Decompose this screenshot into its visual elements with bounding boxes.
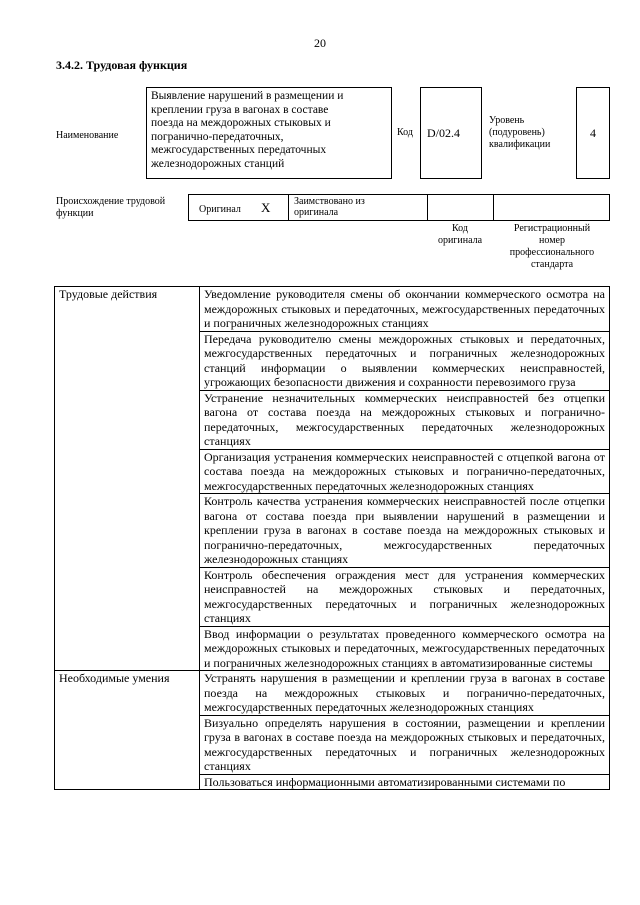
page-number: 20	[314, 36, 326, 50]
level-label-line: (подуровень)	[489, 127, 545, 138]
labor-action-item: Ввод информации о результатах проведенного коммерческого осмотра на междорожных стыковых и передаточных, межгосударственных передаточных и пограничных железнодорожных станциях в автоматизированные системы	[200, 626, 610, 671]
labor-action-item: Контроль обеспечения ограждения мест для устранения коммерческих неисправностей на междорожных стыковых и передаточных, межгосударственных передаточных и пограничных железнодорожных станциях	[200, 567, 610, 626]
level-label-line: квалификации	[489, 139, 551, 150]
origin-label-line: Происхождение трудовой	[56, 196, 166, 207]
labor-action-item: Контроль качества устранения коммерческих неисправностей после отцепки вагона от состава поезда при выявлении нарушений в размещении и креплении груза в вагонах в составе поезда на междорожных стыковых и погранично-передаточных, межгосударственных передаточных железнодорожных станциях	[200, 494, 610, 568]
function-name-text	[147, 88, 391, 174]
name-label: Наименование	[56, 130, 119, 141]
section-label: Трудовые действия	[55, 287, 200, 671]
code-box	[420, 87, 482, 179]
code-label: Код	[397, 127, 413, 138]
code-original-label	[428, 223, 492, 247]
level-value: 4	[590, 126, 596, 140]
borrowed-label	[294, 196, 365, 218]
function-name-line: Выявление нарушений в размещении и	[151, 90, 344, 102]
code-original-line: оригинала	[437, 235, 483, 246]
function-name-line: железнодорожных станций	[151, 157, 285, 170]
origin-divider	[427, 194, 428, 221]
labor-action-item: Передача руководителю смены междорожных стыковых и передаточных, межгосударственных передаточных и пограничных железнодорожных станций информации о выявлении коммерческих неисправностей, угрожающих безопасности движения и сохранности перевозимого груза	[200, 331, 610, 390]
level-label-line: Уровень	[489, 115, 525, 126]
labor-action-item: Уведомление руководителя смены об окончании коммерческого осмотра на междорожных стыковых и передаточных, межгосударственных передаточных и пограничных железнодорожных станциях	[200, 287, 610, 332]
labor-action-item: Организация устранения коммерческих неисправностей с отцепкой вагона от состава поезда на междорожных стыковых и погранично-передаточных, межгосударственных передаточных железнодорожных станциях	[200, 449, 610, 494]
origin-table	[188, 194, 610, 221]
reg-number-line: стандарта	[530, 259, 574, 270]
level-label	[489, 115, 550, 151]
function-name-box	[146, 87, 392, 179]
section-label: Необходимые умения	[55, 671, 200, 790]
skill-item: Устранять нарушения в размещении и креплении груза в вагонах в составе поезда на междорожных стыковых и погранично-передаточных, межгосударственных передаточных железнодорожных станциях	[200, 671, 610, 716]
original-label: Оригинал	[199, 204, 241, 215]
origin-label-line: функции	[56, 208, 94, 219]
reg-number-line: профессионального	[509, 247, 595, 258]
code-original-line: Код	[452, 223, 468, 234]
original-mark: X	[261, 200, 271, 215]
code-value: D/02.4	[427, 126, 460, 140]
function-name-line: межгосударственных передаточных	[151, 144, 327, 157]
section-title: 3.4.2. Трудовая функция	[56, 58, 188, 72]
reg-number-line: номер	[539, 235, 565, 246]
function-name-line: поезда на междорожных стыковых и	[151, 117, 331, 130]
skill-item: Пользоваться информационными автоматизированными системами по	[200, 774, 610, 790]
level-box	[576, 87, 610, 179]
function-name-line: креплении груза в вагонах в составе	[151, 103, 329, 116]
origin-label	[56, 196, 165, 220]
labor-action-item: Устранение незначительных коммерческих неисправностей без отцепки вагона от состава поезда на междорожных стыковых и погранично-передаточных, межгосударственных передаточных железнодорожных станциях	[200, 390, 610, 449]
borrowed-label-line: Заимствовано из	[294, 196, 365, 207]
function-details-table	[54, 286, 610, 790]
origin-divider	[493, 194, 494, 221]
borrowed-label-line: оригинала	[294, 207, 339, 218]
skill-item: Визуально определять нарушения в состоянии, размещении и креплении груза в вагонах в составе поезда на междорожных стыковых и передаточных, межгосударственных передаточных и пограничных железнодорожных станциях	[200, 715, 610, 774]
origin-divider	[288, 194, 289, 221]
reg-number-line: Регистрационный	[513, 223, 591, 234]
reg-number-label	[494, 223, 610, 271]
function-name-line: погранично-передаточных,	[151, 130, 284, 143]
table-row	[55, 671, 610, 716]
table-row	[55, 287, 610, 332]
